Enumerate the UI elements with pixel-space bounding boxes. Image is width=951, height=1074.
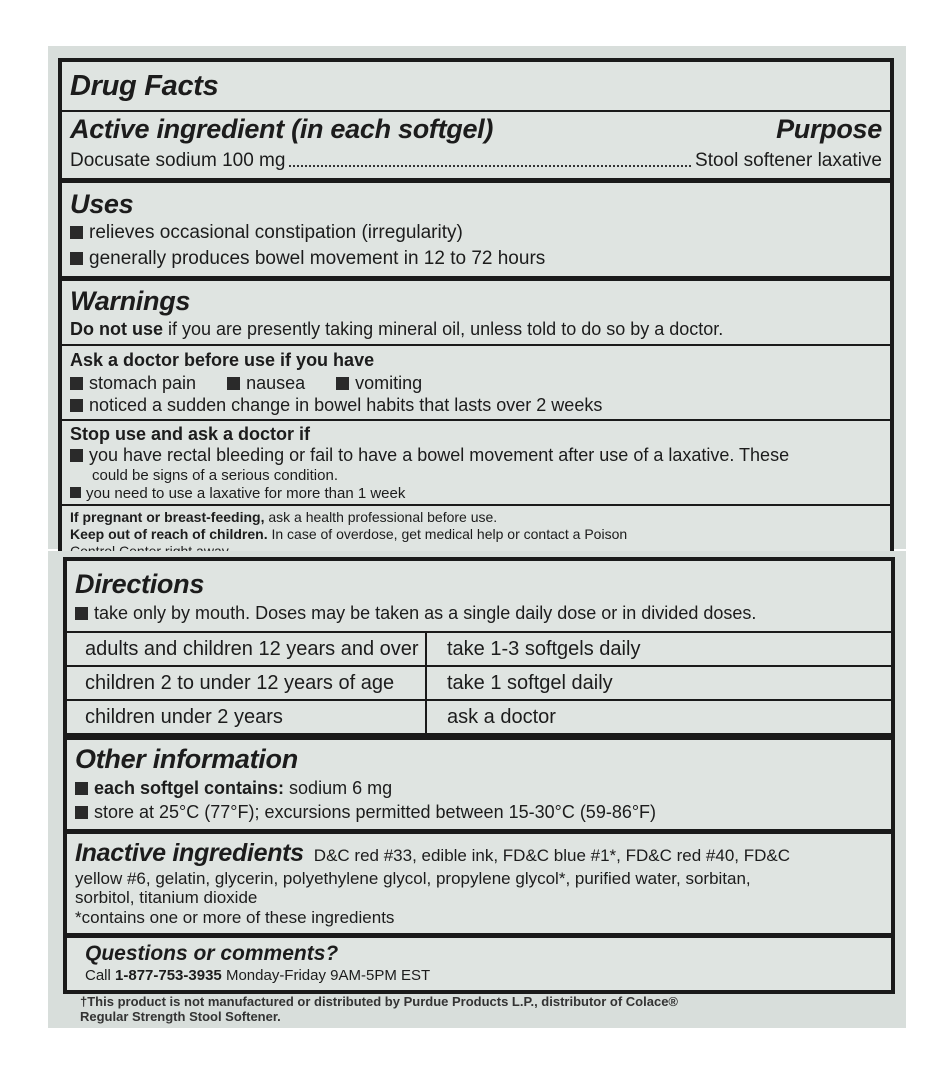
footnote: †This product is not manufactured or distributed by Purdue Products L.P., distributor of Colace® Regular Strength Stool Softener. bbox=[80, 994, 679, 1024]
table-row bbox=[67, 632, 891, 666]
dosage-table bbox=[67, 631, 891, 735]
bullet-icon bbox=[75, 607, 88, 620]
section-divider bbox=[67, 735, 891, 740]
ingredient-name: Docusate sodium 100 mg bbox=[70, 150, 286, 171]
inactive-heading: Inactive ingredients bbox=[75, 839, 304, 867]
ingredient-purpose: Stool softener laxative bbox=[695, 150, 882, 171]
divider bbox=[62, 419, 890, 421]
table-cell-age: adults and children 12 years and over bbox=[67, 632, 426, 666]
bullet-icon bbox=[75, 782, 88, 795]
do-not-use-line: Do not use if you are presently taking mineral oil, unless told to do so by a doctor. bbox=[70, 319, 724, 339]
drug-facts-box-top bbox=[58, 58, 894, 568]
warnings-heading: Warnings bbox=[70, 286, 191, 316]
inactive-line-2: yellow #6, gelatin, glycerin, polyethylene glycol, propylene glycol*, purified water, sorbitan, bbox=[75, 869, 751, 888]
bullet-icon bbox=[70, 399, 83, 412]
stop-use-item-2: you need to use a laxative for more than 1 week bbox=[70, 485, 405, 502]
uses-item-1: relieves occasional constipation (irregularity) bbox=[70, 222, 463, 244]
divider bbox=[62, 110, 890, 112]
active-ingredient-row bbox=[70, 150, 882, 172]
keep-out-line: Keep out of reach of children. In case of overdose, get medical help or contact a Poison bbox=[70, 526, 628, 542]
bullet-icon bbox=[70, 252, 83, 265]
section-divider bbox=[67, 933, 891, 938]
drug-facts-top-panel bbox=[48, 46, 906, 549]
divider bbox=[62, 504, 890, 506]
table-cell-age: children under 2 years bbox=[67, 700, 426, 734]
divider bbox=[62, 344, 890, 346]
active-ingredient-heading: Active ingredient (in each softgel) bbox=[70, 114, 494, 144]
stop-use-item-1-cont: could be signs of a serious condition. bbox=[92, 467, 338, 484]
directions-heading: Directions bbox=[75, 569, 205, 599]
drug-facts-box-bottom bbox=[63, 557, 895, 994]
questions-call-line: Call 1-877-753-3935 Monday-Friday 9AM-5PM EST bbox=[85, 967, 431, 984]
table-cell-dose: ask a doctor bbox=[426, 700, 891, 734]
bullet-icon bbox=[70, 487, 81, 498]
bullet-icon bbox=[227, 377, 240, 390]
stop-use-heading: Stop use and ask a doctor if bbox=[70, 424, 311, 444]
other-info-item-1: each softgel contains: sodium 6 mg bbox=[75, 778, 392, 799]
section-divider bbox=[62, 178, 890, 183]
drug-facts-title: Drug Facts bbox=[70, 70, 219, 102]
purpose-heading: Purpose bbox=[776, 114, 882, 144]
uses-heading: Uses bbox=[70, 189, 134, 219]
bullet-icon bbox=[336, 377, 349, 390]
table-row bbox=[67, 700, 891, 734]
other-info-item-2: store at 25°C (77°F); excursions permitted between 15-30°C (59-86°F) bbox=[75, 802, 656, 823]
bullet-icon bbox=[70, 449, 83, 462]
leader-dots bbox=[289, 165, 691, 167]
table-row bbox=[67, 666, 891, 700]
table-cell-dose: take 1-3 softgels daily bbox=[426, 632, 891, 666]
inactive-note: *contains one or more of these ingredients bbox=[75, 908, 395, 927]
stop-use-item-1: you have rectal bleeding or fail to have a bowel movement after use of a laxative. These bbox=[70, 445, 789, 466]
phone-number: 1-877-753-3935 bbox=[115, 967, 222, 984]
uses-item-2: generally produces bowel movement in 12 to 72 hours bbox=[70, 248, 545, 270]
inactive-line-3: sorbitol, titanium dioxide bbox=[75, 888, 258, 907]
pregnant-line: If pregnant or breast-feeding, ask a health professional before use. bbox=[70, 509, 498, 525]
inactive-line-1: Inactive ingredients D&C red #33, edible ink, FD&C blue #1*, FD&C red #40, FD&C bbox=[75, 839, 791, 867]
table-cell-age: children 2 to under 12 years of age bbox=[67, 666, 426, 700]
ask-doctor-heading: Ask a doctor before use if you have bbox=[70, 350, 375, 370]
ask-doctor-item-bowel: noticed a sudden change in bowel habits that lasts over 2 weeks bbox=[70, 395, 602, 416]
questions-heading: Questions or comments? bbox=[85, 942, 339, 965]
section-divider bbox=[62, 276, 890, 281]
other-info-heading: Other information bbox=[75, 744, 298, 774]
ask-doctor-items-inline: stomach pain nausea vomiting bbox=[70, 373, 422, 394]
drug-facts-bottom-panel bbox=[48, 551, 906, 1028]
bullet-icon bbox=[75, 806, 88, 819]
bullet-icon bbox=[70, 377, 83, 390]
section-divider bbox=[67, 829, 891, 834]
table-cell-dose: take 1 softgel daily bbox=[426, 666, 891, 700]
directions-item: take only by mouth. Doses may be taken as a single daily dose or in divided doses. bbox=[75, 603, 756, 624]
bullet-icon bbox=[70, 226, 83, 239]
